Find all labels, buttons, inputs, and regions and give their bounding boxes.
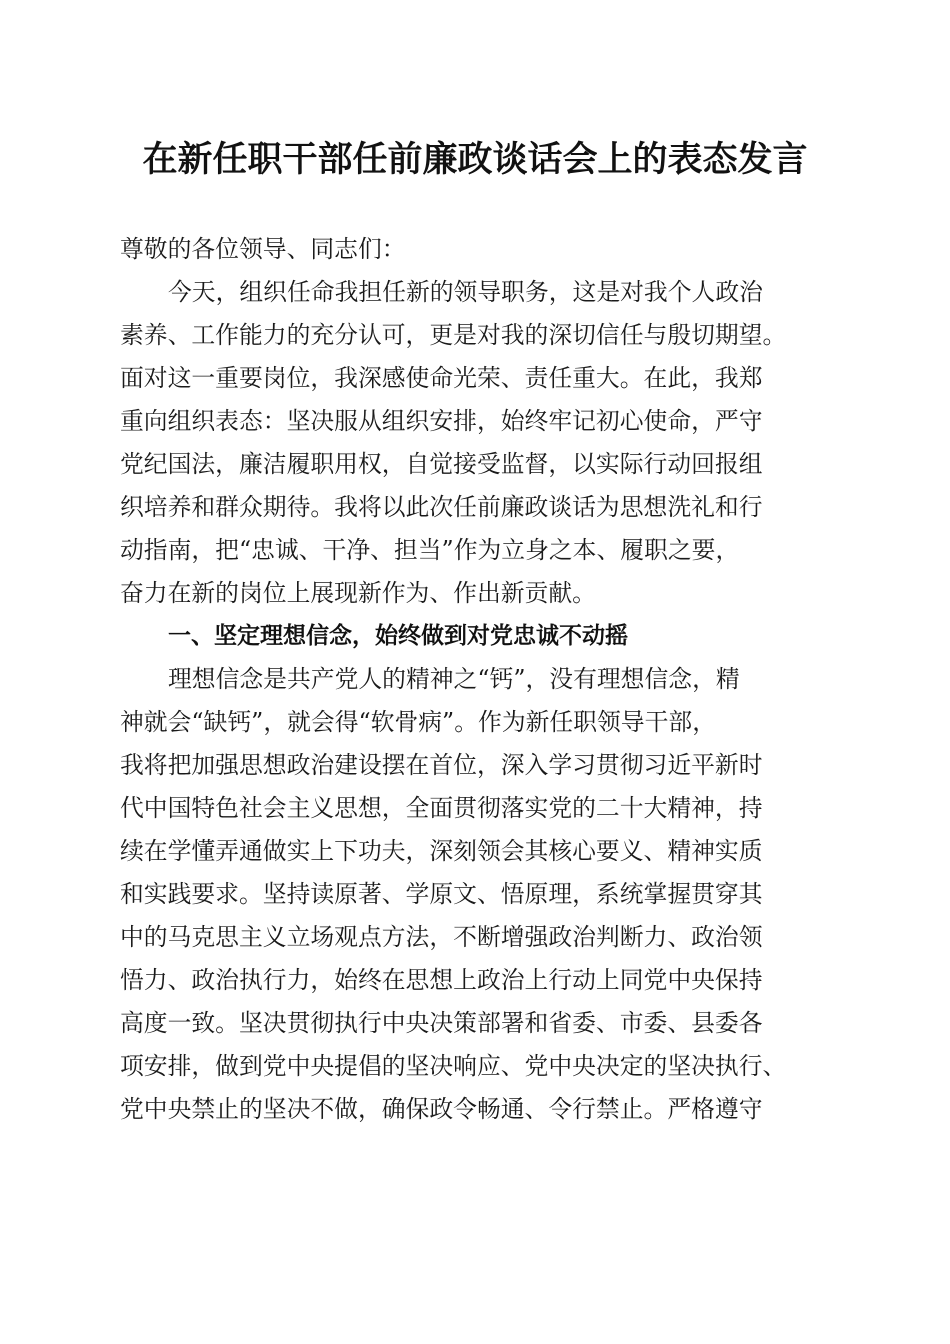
- salutation-line: 尊敬的各位领导、同志们：: [120, 235, 406, 263]
- text-line: 中的马克思主义立场观点方法，不断增强政治判断力、政治领: [120, 923, 763, 951]
- document-body: [120, 228, 840, 1131]
- text-line: 我将把加强思想政治建设摆在首位，深入学习贯彻习近平新时: [120, 751, 763, 779]
- text-line: 党纪国法，廉洁履职用权，自觉接受监督，以实际行动回报组: [120, 450, 763, 478]
- text-line: 神就会“缺钙”，就会得“软骨病”。作为新任职领导干部，: [120, 708, 716, 736]
- text-line: 代中国特色社会主义思想，全面贯彻落实党的二十大精神，持: [120, 794, 763, 822]
- text-line: 今天，组织任命我担任新的领导职务，这是对我个人政治: [168, 278, 763, 306]
- text-line: 高度一致。坚决贯彻执行中央决策部署和省委、市委、县委各: [120, 1009, 763, 1037]
- text-line: 党中央禁止的坚决不做，确保政令畅通、令行禁止。严格遵守: [120, 1095, 763, 1123]
- section-heading: 一、坚定理想信念，始终做到对党忠诚不动摇: [168, 623, 628, 649]
- text-line: 悟力、政治执行力，始终在思想上政治上行动上同党中央保持: [120, 966, 763, 994]
- text-line: 重向组织表态：坚决服从组织安排，始终牢记初心使命，严守: [120, 407, 763, 435]
- text-line: 理想信念是共产党人的精神之“钙”，没有理想信念，精: [168, 665, 740, 693]
- text-line: 奋力在新的岗位上展现新作为、作出新贡献。: [120, 579, 596, 607]
- text-line: 素养、工作能力的充分认可，更是对我的深切信任与殷切期望。: [120, 321, 787, 349]
- text-line: 动指南，把“忠诚、干净、担当”作为立身之本、履职之要，: [120, 536, 740, 564]
- text-line: 和实践要求。坚持读原著、学原文、悟原理，系统掌握贯穿其: [120, 880, 763, 908]
- text-line: 续在学懂弄通做实上下功夫，深刻领会其核心要义、精神实质: [120, 837, 763, 865]
- document-title: 在新任职干部任前廉政谈话会上的表态发言: [142, 139, 808, 180]
- text-line: 面对这一重要岗位，我深感使命光荣、责任重大。在此，我郑: [120, 364, 763, 392]
- text-line: 织培养和群众期待。我将以此次任前廉政谈话为思想洗礼和行: [120, 493, 763, 521]
- text-line: 项安排，做到党中央提倡的坚决响应、党中央决定的坚决执行、: [120, 1052, 787, 1080]
